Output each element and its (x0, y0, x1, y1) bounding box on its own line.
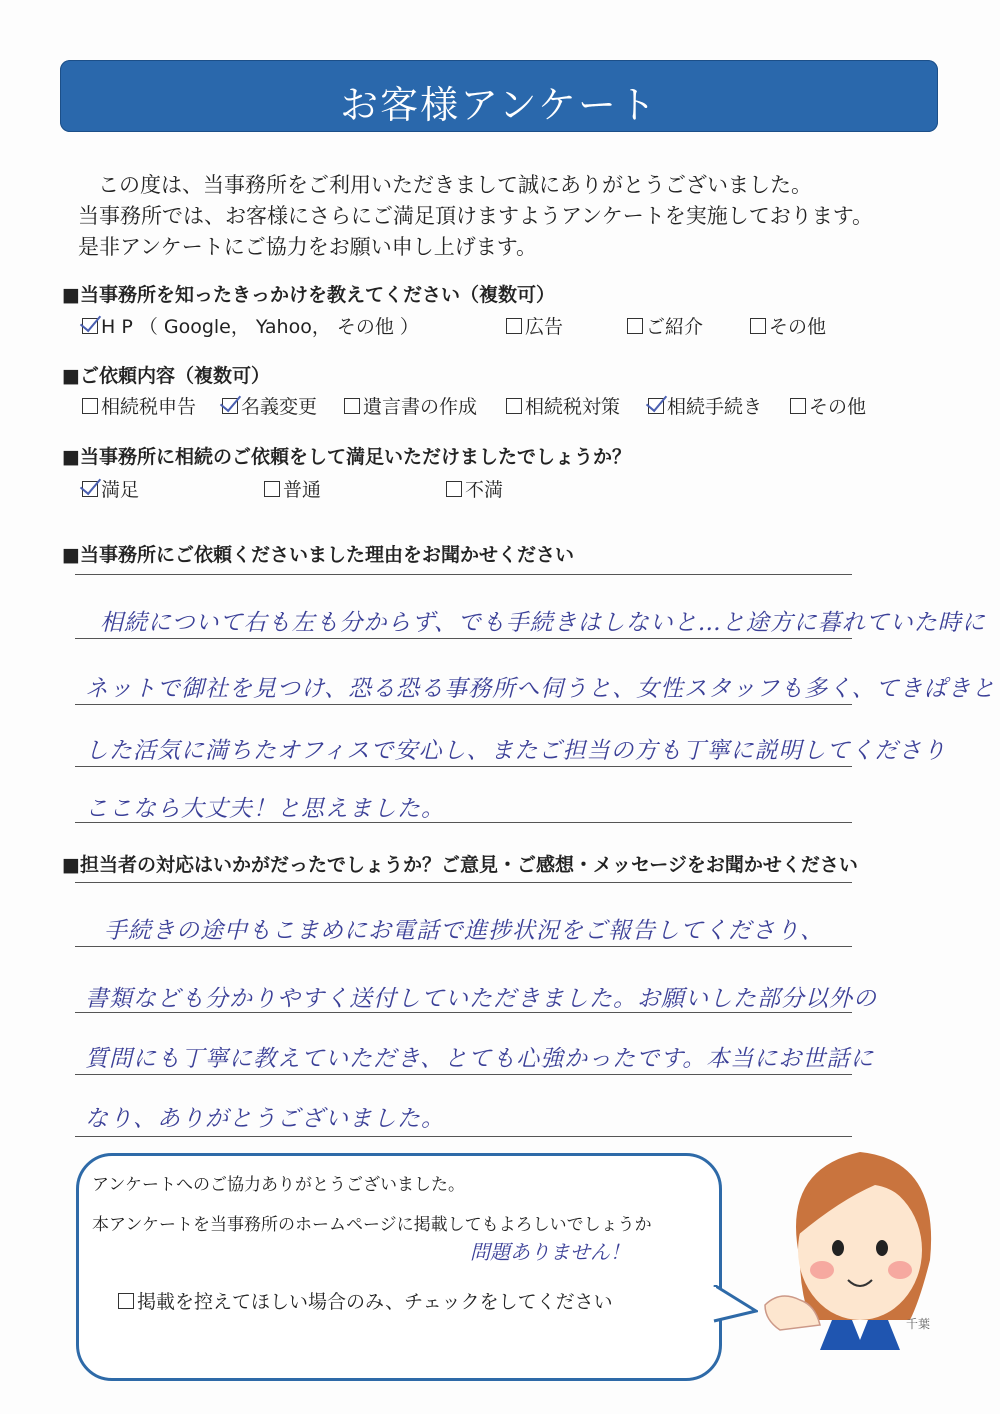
option-neutral[interactable] (264, 475, 321, 502)
page-title: お客様アンケート (340, 83, 658, 127)
option-unsatisfied[interactable] (446, 475, 503, 502)
checkbox[interactable] (790, 398, 806, 414)
answer-line (75, 1136, 852, 1137)
option-label: ご紹介 (646, 316, 704, 338)
option-will[interactable] (344, 392, 477, 419)
option-label: 遺言書の作成 (363, 396, 478, 418)
option-label: 満足 (101, 479, 140, 501)
handwritten-answer-line: 相続について右も左も分からず、でも手続きはしないと…と途方に暮れていた時に (100, 610, 986, 636)
intro-text (78, 170, 873, 263)
option-label: その他 (809, 396, 867, 418)
thanks-text: アンケートへのご協力ありがとうございました。 (92, 1175, 465, 1195)
intro-line: 当事務所では、お客様にさらにご満足頂けますようアンケートを実施しております。 (78, 204, 874, 228)
intro-line: この度は、当事務所をご利用いただきまして誠にありがとうございました。 (98, 173, 812, 197)
answer-line (75, 574, 852, 575)
opt-out-option[interactable] (118, 1287, 613, 1314)
option-label: 相続手続き (667, 396, 763, 418)
intro-line: 是非アンケートにご協力をお願い申し上げます。 (78, 235, 538, 259)
option-label: 広告 (525, 316, 564, 338)
option-procedures[interactable] (648, 392, 762, 419)
question-satisfaction: ■当事務所に相続のご依頼をして満足いただけましたでしょうか？ (62, 446, 631, 468)
option-referral[interactable] (627, 312, 703, 339)
option-name-change[interactable] (222, 392, 317, 419)
checkbox[interactable] (118, 1293, 134, 1309)
handwritten-answer-line: した活気に満ちたオフィスで安心し、またご担当の方も丁寧に説明してくださり (85, 738, 947, 764)
option-other[interactable] (750, 312, 826, 339)
checkbox[interactable] (82, 481, 98, 497)
handwritten-answer: 問題ありません！ (470, 1240, 630, 1264)
checkbox[interactable] (344, 398, 360, 414)
option-label: その他 (769, 316, 827, 338)
option-label: 名義変更 (241, 396, 318, 418)
option-hp[interactable] (82, 312, 419, 339)
option-label: 普通 (283, 479, 322, 501)
checkbox[interactable] (750, 318, 766, 334)
opt-out-label: 掲載を控えてほしい場合のみ、チェックをしてください (137, 1291, 613, 1313)
question-reason: ■当事務所にご依頼くださいました理由をお聞かせください (62, 544, 574, 566)
checkbox[interactable] (446, 481, 462, 497)
handwritten-answer-line: ここなら大丈夫！と思えました。 (85, 796, 445, 822)
handwritten-answer-line: 質問にも丁寧に教えていただき、とても心強かったです。本当にお世話に (85, 1046, 875, 1072)
answer-line (75, 704, 852, 705)
handwritten-answer-line: なり、ありがとうございました。 (85, 1106, 445, 1132)
option-label: H P （ Google， Yahoo， その他 ） (101, 316, 419, 338)
question-how-found: ■当事務所を知ったきっかけを教えてください（複数可） (62, 284, 555, 306)
option-label: 不満 (465, 479, 504, 501)
speech-bubble-tail (712, 1285, 758, 1325)
option-tax-planning[interactable] (506, 392, 620, 419)
answer-line (75, 822, 852, 823)
publish-question: 本アンケートを当事務所のホームページに掲載してもよろしいでしょうか (92, 1215, 652, 1235)
option-inheritance-tax[interactable] (82, 392, 196, 419)
answer-line (75, 882, 852, 883)
staff-signature: 千葉 (906, 1317, 931, 1331)
handwritten-answer-line: 手続きの途中もこまめにお電話で進捗状況をご報告してくださり、 (104, 918, 824, 944)
option-ad[interactable] (506, 312, 563, 339)
checkbox[interactable] (222, 398, 238, 414)
checkbox[interactable] (264, 481, 280, 497)
checkbox[interactable] (506, 318, 522, 334)
option-satisfied[interactable] (82, 475, 139, 502)
handwritten-answer-line: ネットで御社を見つけ、恐る恐る事務所へ伺うと、女性スタッフも多く、てきぱきと (85, 676, 996, 702)
option-label: 相続税申告 (101, 396, 197, 418)
answer-line (75, 1012, 852, 1013)
checkbox[interactable] (82, 398, 98, 414)
option-label: 相続税対策 (525, 396, 621, 418)
option-other[interactable] (790, 392, 866, 419)
checkbox[interactable] (82, 318, 98, 334)
checkbox[interactable] (627, 318, 643, 334)
checkbox[interactable] (506, 398, 522, 414)
answer-line (75, 766, 852, 767)
question-feedback: ■担当者の対応はいかがだったでしょうか？ご意見・ご感想・メッセージをお聞かせください (62, 854, 858, 876)
answer-line (75, 638, 852, 639)
handwritten-answer-line: 書類なども分かりやすく送付していただきました。お願いした部分以外の (85, 986, 877, 1012)
answer-line (75, 1074, 852, 1075)
answer-line (75, 946, 852, 947)
title-banner (60, 60, 938, 132)
question-request-type: ■ご依頼内容（複数可） (62, 365, 270, 387)
checkbox[interactable] (648, 398, 664, 414)
